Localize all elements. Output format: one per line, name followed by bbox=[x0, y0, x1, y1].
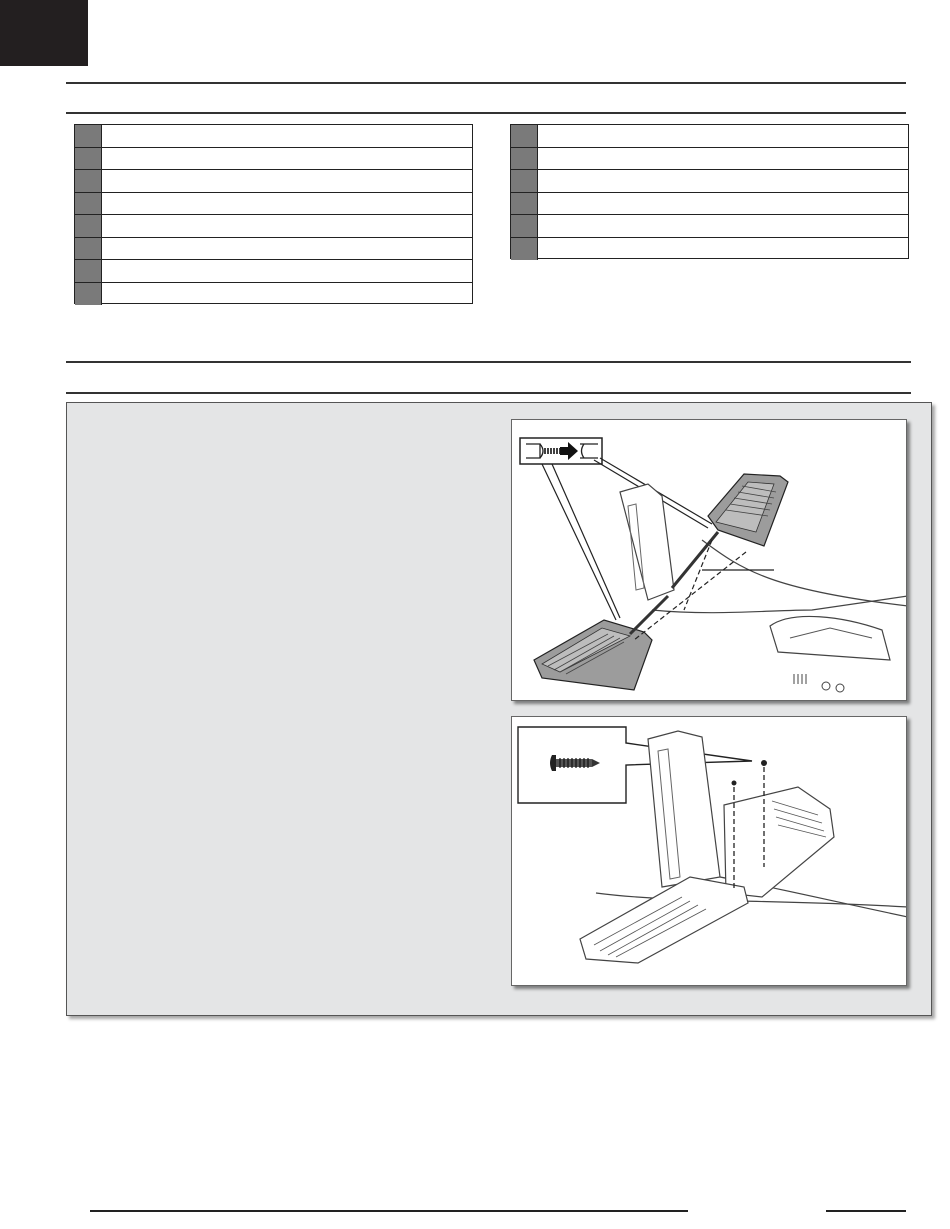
section-rule-top bbox=[66, 361, 911, 363]
table-row bbox=[511, 215, 908, 238]
table-row bbox=[75, 283, 472, 306]
row-number-cell bbox=[75, 283, 102, 306]
row-number-cell bbox=[75, 125, 102, 147]
row-number-cell bbox=[75, 215, 102, 237]
table-row bbox=[75, 238, 472, 261]
table-row bbox=[75, 170, 472, 193]
row-number-cell bbox=[75, 260, 102, 282]
contents-table-left bbox=[74, 124, 473, 304]
row-number-cell bbox=[75, 193, 102, 215]
row-number-cell bbox=[511, 238, 538, 261]
stabilizer-illustration bbox=[512, 420, 907, 701]
row-number-cell bbox=[511, 148, 538, 170]
table-row bbox=[75, 193, 472, 216]
table-row bbox=[511, 193, 908, 216]
table-row bbox=[511, 170, 908, 193]
section-rule-top bbox=[66, 82, 906, 84]
footer-rule-right bbox=[826, 1210, 906, 1212]
row-number-cell bbox=[511, 193, 538, 215]
row-number-cell bbox=[511, 170, 538, 192]
row-number-cell bbox=[511, 215, 538, 237]
contents-table-right bbox=[510, 124, 909, 259]
screw-illustration bbox=[512, 717, 907, 986]
section-rule-bottom bbox=[66, 392, 911, 394]
table-row bbox=[511, 125, 908, 148]
footer-rule bbox=[90, 1210, 688, 1212]
row-number-cell bbox=[511, 125, 538, 147]
table-row bbox=[75, 215, 472, 238]
pushrod-arrow-icon bbox=[520, 438, 602, 464]
table-row bbox=[75, 260, 472, 283]
stabilizer-install-figure bbox=[511, 419, 907, 701]
row-number-cell bbox=[75, 170, 102, 192]
language-tab bbox=[0, 0, 88, 66]
row-number-cell bbox=[75, 238, 102, 260]
table-row bbox=[511, 238, 908, 261]
instruction-panel bbox=[66, 402, 932, 1016]
screw-install-figure bbox=[511, 716, 907, 986]
table-row bbox=[511, 148, 908, 171]
table-row bbox=[75, 148, 472, 171]
row-number-cell bbox=[75, 148, 102, 170]
table-row bbox=[75, 125, 472, 148]
section-rule-bottom bbox=[66, 112, 906, 114]
